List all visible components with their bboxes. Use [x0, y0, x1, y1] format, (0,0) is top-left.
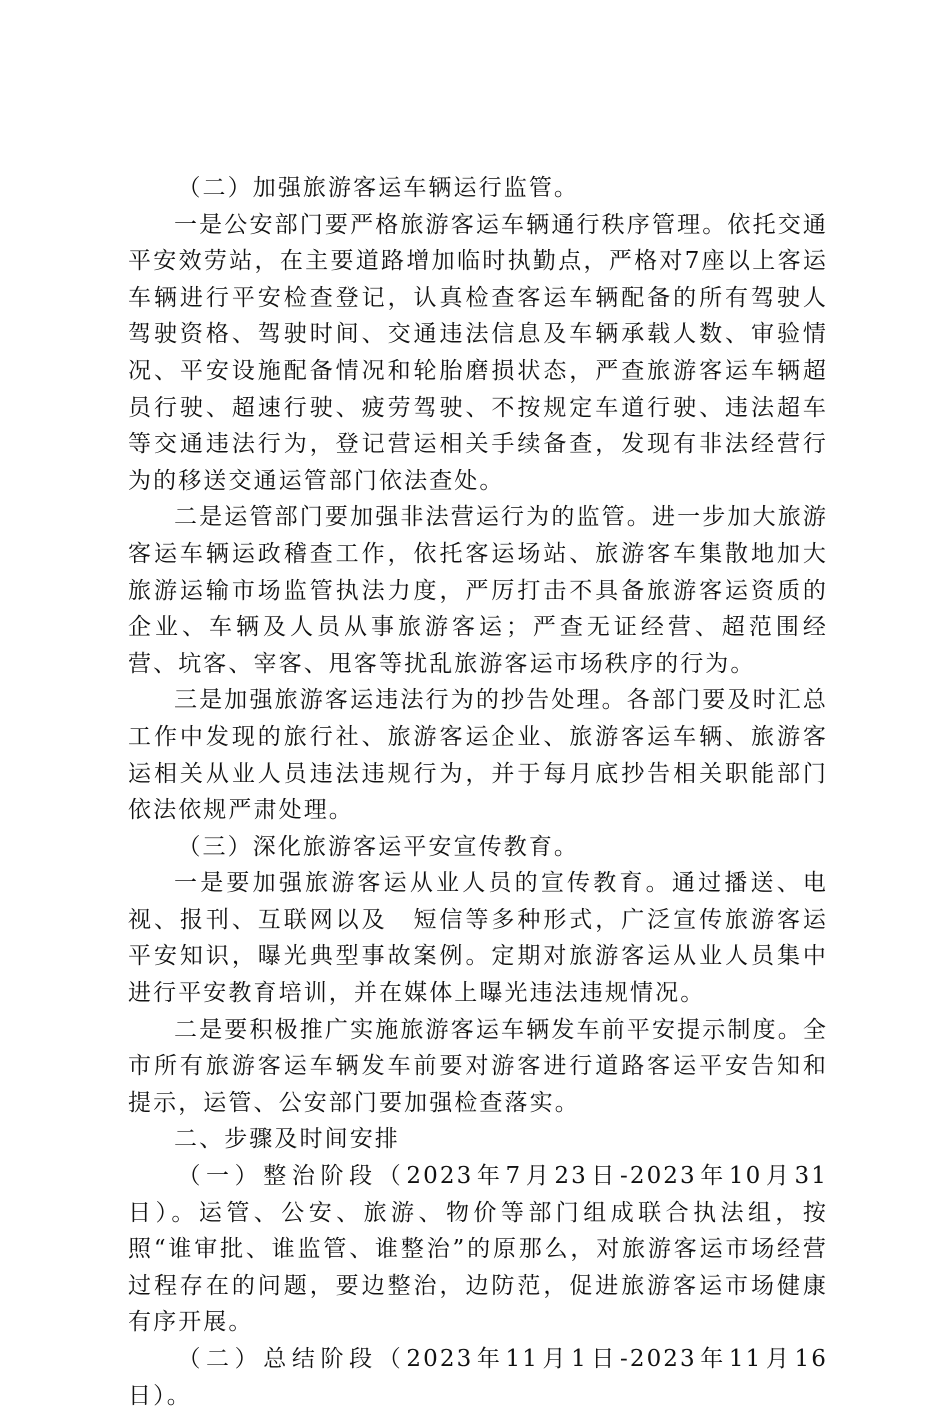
section-heading-vehicle-supervision: （二）加强旅游客运车辆运行监管。 [177, 175, 580, 201]
paragraph-transport-illegal-operation: 二是运管部门要加强非法营运行为的监管。进一步加大旅游客运车辆运政稽查工作，依托客运场站、旅游客车集散地加大旅游运输市场监管执法力度，严厉打击不具备旅游客运资质的企业、车辆及人员从事旅游客运；严查无证经营、超范围经营、坑客、宰客、甩客等扰乱旅游客运市场秩序的行为。 [128, 504, 828, 677]
paragraph-rectification-phase: （一）整治阶段（2023年7月23日-2023年10月31日）。运管、公安、旅游、物价等部门组成联合执法组，按照“谁审批、谁监管、谁整治”的原那么，对旅游客运市场经营过程存在的问题，要边整治，边防范，促进旅游客运市场健康有序开展。 [128, 1163, 828, 1336]
paragraph-violation-reporting: 三是加强旅游客运违法行为的抄告处理。各部门要及时汇总工作中发现的旅行社、旅游客运企业、旅游客运车辆、旅游客运相关从业人员违法违规行为，并于每月底抄告相关职能部门依法依规严肃处理。 [128, 687, 828, 824]
paragraph-staff-education: 一是要加强旅游客运从业人员的宣传教育。通过播送、电视、报刊、互联网以及 短信等多种形式，广泛宣传旅游客运平安知识，曝光典型事故案例。定期对旅游客运从业人员集中进行平安教育培训，并在媒体上曝光违法违规情况。 [128, 870, 828, 1007]
paragraph-police-traffic-management: 一是公安部门要严格旅游客运车辆通行秩序管理。依托交通平安效劳站，在主要道路增加临时执勤点，严格对7座以上客运车辆进行平安检查登记，认真检查客运车辆配备的所有驾驶人驾驶资格、驾驶时间、交通违法信息及车辆承载人数、审验情况、平安设施配备情况和轮胎磨损状态，严查旅游客运车辆超员行驶、超速行驶、疲劳驾驶、不按规定车道行驶、违法超车等交通违法行为，登记营运相关手续备查，发现有非法经营行为的移送交通运管部门依法查处。 [128, 211, 828, 494]
paragraph-departure-safety-notice: 二是要积极推广实施旅游客运车辆发车前平安提示制度。全市所有旅游客运车辆发车前要对游客进行道路客运平安告知和提示，运管、公安部门要加强检查落实。 [128, 1016, 828, 1116]
paragraph-summary-phase: （二）总结阶段（2023年11月1日-2023年11月16日）。 [128, 1346, 828, 1409]
section-heading-steps-schedule: 二、步骤及时间安排 [174, 1126, 400, 1153]
document-body [128, 170, 828, 1414]
section-heading-safety-education: （三）深化旅游客运平安宣传教育。 [177, 833, 580, 860]
